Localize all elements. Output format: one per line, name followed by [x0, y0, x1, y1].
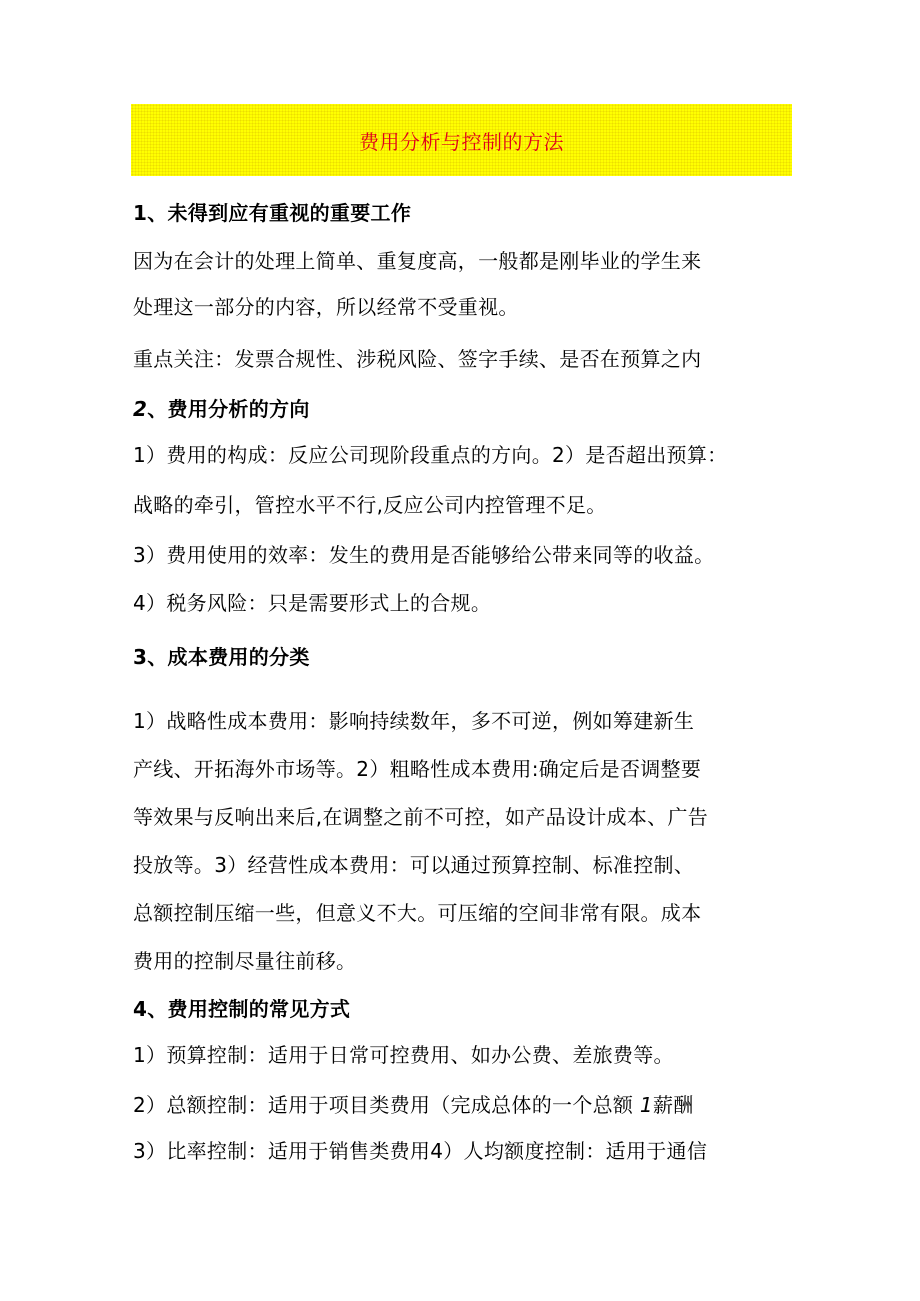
section-3-line: 产线、开拓海外市场等。2）粗略性成本费用:确定后是否调整要 [133, 757, 702, 781]
section-4-line: 1）预算控制：适用于日常可控费用、如办公费、差旅费等。 [133, 1043, 674, 1067]
section-2-line: 4）税务风险：只是需要形式上的合规。 [133, 591, 492, 615]
section-1-heading: 1、未得到应有重视的重要工作 [133, 201, 412, 225]
section-4-line [133, 1092, 694, 1118]
section-3-line: 总额控制压缩一些，但意义不大。可压缩的空间非常有限。成本 [133, 901, 702, 925]
section-3-heading: 3、成本费用的分类 [133, 645, 310, 669]
title-banner [131, 104, 792, 176]
section-2-heading-text: 、费用分析的方向 [147, 397, 310, 421]
section-4-heading: 4、费用控制的常见方式 [133, 997, 351, 1021]
section-3-line: 费用的控制尽量往前移。 [133, 949, 357, 973]
section-2-number: 2 [133, 397, 148, 421]
section-3-line: 1）战略性成本费用：影响持续数年，多不可逆，例如筹建新生 [133, 709, 695, 733]
section-4-line-number: 1 [639, 1093, 653, 1117]
section-1-paragraph-line: 处理这一部分的内容，所以经常不受重视。 [133, 295, 519, 319]
section-3-line: 等效果与反响出来后,在调整之前不可控，如产品设计成本、广告 [133, 805, 709, 829]
section-4-line-part: 薪酬 [652, 1093, 694, 1117]
section-1-paragraph-line: 因为在会计的处理上简单、重复度高，一般都是刚毕业的学生来 [133, 249, 702, 273]
section-1-focus-line: 重点关注：发票合规性、涉税风险、签字手续、是否在预算之内 [133, 347, 702, 371]
section-2-line: 战略的牵引，管控水平不行,反应公司内控管理不足。 [133, 493, 607, 517]
section-2-heading [133, 396, 310, 422]
section-3-line: 投放等。3）经营性成本费用：可以通过预算控制、标准控制、 [133, 853, 695, 877]
section-2-line: 3）费用使用的效率：发生的费用是否能够给公带来同等的收益。 [133, 543, 715, 567]
section-4-line: 3）比率控制：适用于销售类费用4）人均额度控制：适用于通信 [133, 1139, 708, 1163]
section-2-line: 1）费用的构成：反应公司现阶段重点的方向。2）是否超出预算： [133, 443, 728, 467]
section-4-line-part: 2）总额控制：适用于项目类费用（完成总体的一个总额 [133, 1093, 634, 1117]
document-title: 费用分析与控制的方法 [359, 129, 564, 154]
